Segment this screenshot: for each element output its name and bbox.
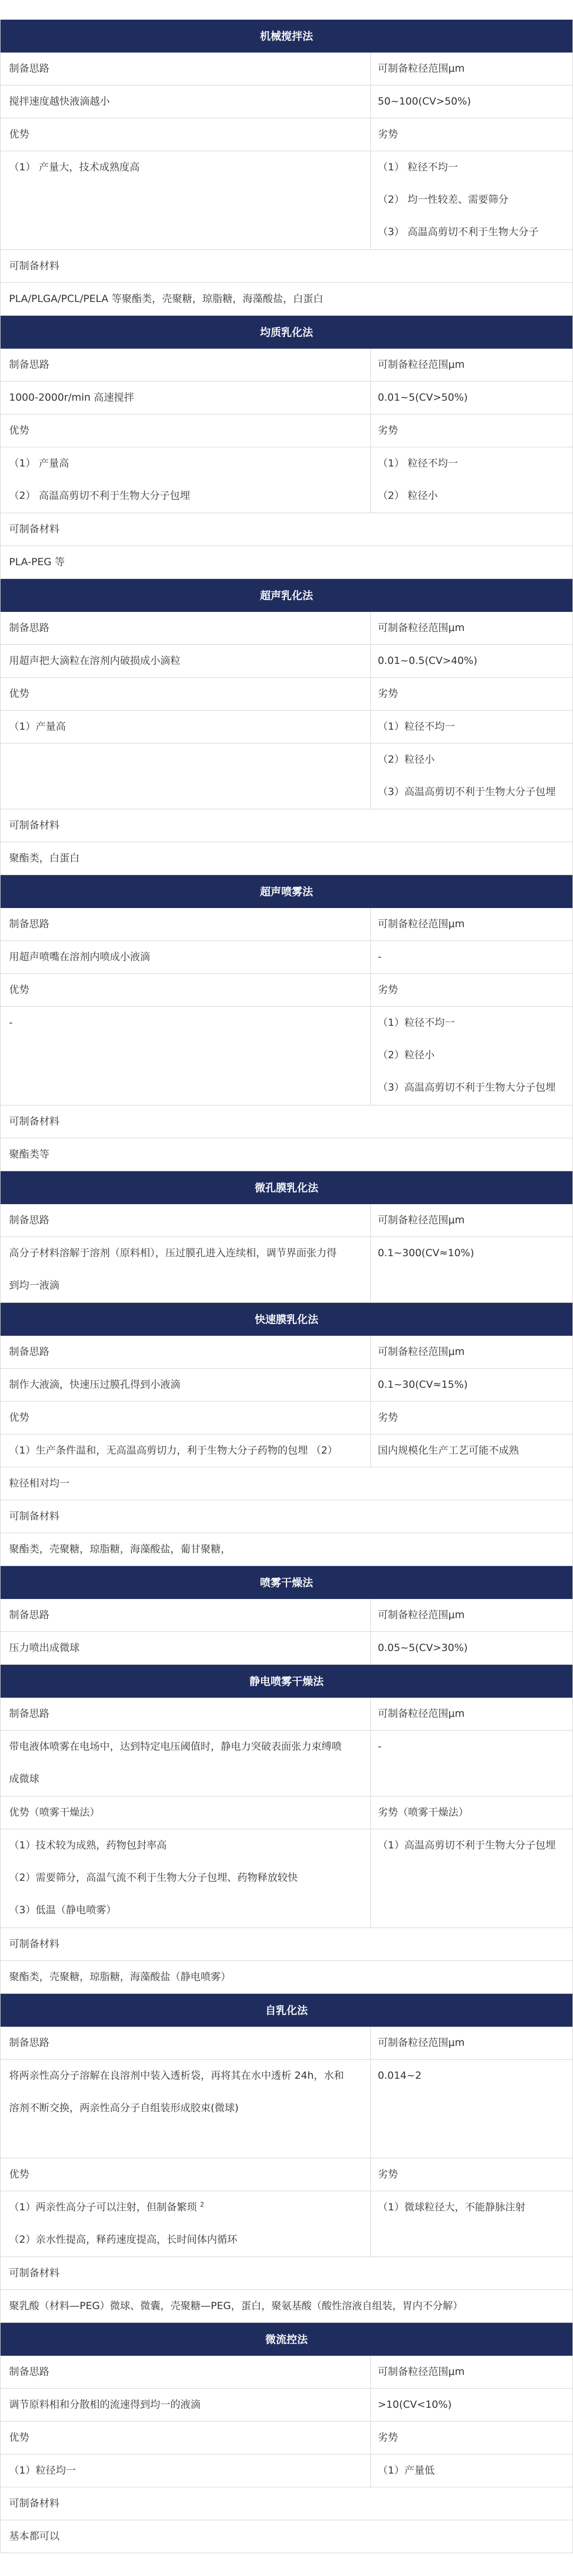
idea-line: 带电液体喷雾在电场中，达到特定电压阈值时，静电力突破表面张力束缚喷 — [9, 1741, 342, 1752]
idea-value: 调节原料相和分散相的流速得到均一的液滴 — [9, 2399, 201, 2410]
materials-row — [1, 1961, 572, 1994]
section-title: 快速膜乳化法 — [1, 1303, 572, 1336]
range-value — [370, 2060, 572, 2158]
idea-label: 制备思路 — [9, 359, 50, 370]
pros-item: （3）低温（静电喷雾） — [9, 1904, 117, 1916]
idea-label: 制备思路 — [9, 918, 50, 930]
idea-value: 1000-2000r/min 高速搅拌 — [9, 392, 134, 403]
idea-label: 制备思路 — [9, 1708, 50, 1719]
pros-cons-label-row — [1, 974, 572, 1007]
materials-value: 聚酯类，壳聚糖，琼脂糖，海藻酸盐，葡甘聚糖， — [9, 1543, 231, 1555]
idea-label: 制备思路 — [9, 63, 50, 74]
idea-line: 溶剂不断交换，两亲性高分子自组装形成胶束(微球) — [9, 2102, 239, 2114]
cons-list — [370, 447, 572, 513]
materials-label: 可制备材料 — [9, 819, 60, 831]
cons-item: （1） 粒径不均一 — [378, 161, 458, 173]
pros-cons-row — [1, 744, 572, 809]
cons-item: （1）粒径不均一 — [378, 1017, 455, 1028]
cons-list — [370, 2191, 572, 2257]
section-rapid-membrane-emulsion — [1, 1303, 572, 1566]
range-value: >10(CV<10%) — [370, 2389, 572, 2421]
pros-item: （1） 产量高 — [9, 457, 70, 469]
footnote-marker: 2 — [200, 2200, 204, 2208]
materials-label: 可制备材料 — [9, 1510, 60, 1522]
pros-list — [1, 447, 370, 513]
range-label: 可制备粒径范围μm — [370, 2356, 572, 2388]
cons-list — [370, 151, 572, 249]
cons-item: （2）粒径小 — [378, 1049, 435, 1061]
cons-item: （3）高温高剪切不利于生物大分子包埋 — [378, 786, 556, 798]
cons-item: （1）粒径不均一 — [378, 721, 455, 732]
idea-value: 用超声把大滴粒在溶剂内破损成小滴粒 — [9, 655, 181, 667]
value-row — [1, 941, 572, 974]
materials-label-row — [1, 1105, 572, 1138]
section-ultrasonic-emulsion — [1, 579, 572, 875]
label-row — [1, 908, 572, 941]
section-electrostatic-spray-drying — [1, 1665, 572, 1994]
materials-label: 可制备材料 — [9, 1116, 60, 1127]
pros-cons-label-row — [1, 2158, 572, 2191]
label-row — [1, 349, 572, 382]
label-row — [1, 1336, 572, 1369]
pros-cons-label-row — [1, 118, 572, 151]
pros-cons-label-row — [1, 678, 572, 711]
section-title: 均质乳化法 — [1, 316, 572, 349]
value-row — [1, 1369, 572, 1402]
cons-item: （1）微球粒径大，不能静脉注射 — [378, 2201, 526, 2213]
range-label: 可制备粒径范围μm — [370, 908, 572, 940]
pros-cons-row — [1, 151, 572, 250]
section-mechanical-stirring — [1, 20, 572, 316]
cons-item: （1）高温高剪切不利于生物大分子包埋 — [378, 1839, 556, 1851]
section-microfluidics — [1, 2323, 572, 2553]
idea-value — [1, 1237, 370, 1302]
section-title: 超声喷雾法 — [1, 875, 572, 908]
cons-label: 劣势 — [370, 974, 572, 1006]
pros-list — [1, 1007, 370, 1105]
pros-label: 优势 — [9, 688, 30, 699]
materials-label-row — [1, 250, 572, 283]
idea-label: 制备思路 — [9, 1214, 50, 1226]
materials-value: 聚酯类，白蛋白 — [9, 852, 80, 864]
label-row — [1, 2356, 572, 2389]
cons-item: （3） 高温高剪切不利于生物大分子 — [378, 226, 539, 238]
pros-label: 优势 — [9, 425, 30, 436]
pros-cons-row — [1, 2454, 572, 2487]
materials-row — [1, 2290, 572, 2323]
range-label: 可制备粒径范围μm — [370, 612, 572, 644]
range-value — [370, 1731, 572, 1796]
idea-line: 将两亲性高分子溶解在良溶剂中装入透析袋，再将其在水中透析 24h，水和 — [9, 2070, 344, 2081]
pros-label: 优势（喷雾干燥法） — [9, 1806, 100, 1818]
idea-line: 高分子材料溶解于溶剂（原料相），压过膜孔进入连续相，调节界面张力得 — [9, 1247, 337, 1259]
idea-line: 到均一液滴 — [9, 1280, 60, 1291]
cons-label: 劣势 — [370, 678, 572, 710]
pros-list — [1, 711, 370, 743]
idea-label: 制备思路 — [9, 622, 50, 634]
cons-item: 国内规模化生产工艺可能不成熟 — [370, 1434, 572, 1467]
materials-label: 可制备材料 — [9, 2267, 60, 2279]
value-row — [1, 645, 572, 678]
value-row — [1, 2060, 572, 2158]
range-line: 0.1~300(CV≈10%) — [378, 1247, 474, 1259]
materials-label-row — [1, 809, 572, 842]
section-homogenization-emulsion — [1, 316, 572, 579]
cons-label: 劣势 — [370, 2422, 572, 2454]
value-row — [1, 85, 572, 118]
range-label: 可制备粒径范围μm — [370, 1698, 572, 1730]
idea-label: 制备思路 — [9, 1346, 50, 1358]
label-row — [1, 612, 572, 645]
idea-value: 用超声喷嘴在溶剂内喷成小液滴 — [9, 951, 151, 963]
range-label: 可制备粒径范围μm — [370, 1599, 572, 1631]
cons-label: 劣势（喷雾干燥法） — [370, 1796, 572, 1829]
idea-value: 压力喷出成微球 — [9, 1642, 80, 1654]
section-title: 静电喷雾干燥法 — [1, 1665, 572, 1698]
label-row — [1, 2027, 572, 2060]
section-spray-drying — [1, 1566, 572, 1665]
range-line: - — [378, 1741, 381, 1752]
pros-label: 优势 — [9, 2432, 30, 2443]
cons-label: 劣势 — [370, 1402, 572, 1434]
range-label: 可制备粒径范围μm — [370, 349, 572, 381]
range-label: 可制备粒径范围μm — [370, 1336, 572, 1368]
pros-list — [1, 1829, 370, 1927]
cons-list — [370, 1829, 572, 1927]
method-comparison-table — [0, 20, 573, 2553]
pros-item: （1）生产条件温和，无高温高剪切力，利于生物大分子药物的包埋 （2） — [9, 1445, 338, 1456]
materials-value: 聚乳酸（材料—PEG）微球、微囊，壳聚糖—PEG，蛋白，聚氨基酸（酸性溶液自组装，胃内不分解） — [9, 2300, 463, 2312]
section-microporous-membrane-emulsion — [1, 1171, 572, 1303]
materials-row — [1, 2520, 572, 2553]
section-title: 机械搅拌法 — [1, 20, 572, 53]
value-row — [1, 1237, 572, 1303]
pros-label: 优势 — [9, 984, 30, 996]
idea-value — [1, 2060, 370, 2158]
materials-label-row — [1, 513, 572, 546]
range-label: 可制备粒径范围μm — [370, 2027, 572, 2059]
range-line: 0.014~2 — [378, 2070, 422, 2081]
value-row — [1, 2389, 572, 2422]
range-value: 0.01~5(CV>50%) — [370, 382, 572, 414]
pros-cons-row — [1, 447, 572, 513]
range-value: - — [370, 941, 572, 973]
range-label: 可制备粒径范围μm — [370, 1204, 572, 1237]
range-value: 0.05~5(CV>30%) — [370, 1632, 572, 1664]
label-row — [1, 1204, 572, 1237]
pros-item: （2） 高温高剪切不利于生物大分子包埋 — [9, 490, 190, 502]
label-row — [1, 1698, 572, 1731]
materials-label: 可制备材料 — [9, 523, 60, 535]
idea-label: 制备思路 — [9, 2366, 50, 2378]
section-self-emulsification — [1, 1994, 572, 2323]
idea-value — [1, 1731, 370, 1796]
materials-value: 聚酯类，壳聚糖，琼脂糖，海藻酸盐（静电喷雾） — [9, 1971, 231, 1983]
pros-item: （2）需要筛分，高温气流不利于生物大分子包埋、药物释放较快 — [9, 1872, 298, 1883]
cons-item: （2） 粒径小 — [378, 490, 438, 502]
cons-label: 劣势 — [370, 414, 572, 447]
section-ultrasonic-spray — [1, 875, 572, 1171]
cons-list — [370, 744, 572, 809]
pros-continuation-row — [1, 1467, 572, 1500]
pros-list — [1, 151, 370, 249]
pros-label: 优势 — [9, 1412, 30, 1423]
section-title: 微孔膜乳化法 — [1, 1171, 572, 1204]
materials-value: PLA-PEG 等 — [9, 556, 65, 568]
pros-item: （2）亲水性提高，释药速度提高，长时间体内循环 — [9, 2234, 238, 2245]
cons-item: （2）粒径小 — [378, 754, 435, 765]
label-row — [1, 53, 572, 85]
pros-cons-label-row — [1, 414, 572, 447]
pros-label: 优势 — [9, 2168, 30, 2180]
cons-item: （2） 均一性较差、需要筛分 — [378, 194, 509, 205]
pros-cons-label-row — [1, 1796, 572, 1829]
materials-label: 可制备材料 — [9, 1938, 60, 1950]
range-value — [370, 1237, 572, 1302]
idea-value: 搅拌速度越快液滴越小 — [9, 96, 110, 107]
cons-label: 劣势 — [370, 118, 572, 151]
materials-label-row — [1, 2257, 572, 2290]
materials-value: 基本都可以 — [9, 2530, 60, 2542]
idea-value: 制作大液滴，快速压过膜孔得到小液滴 — [9, 1379, 181, 1390]
pros-item: - — [9, 1017, 13, 1028]
pros-item: 粒径相对均一 — [9, 1477, 70, 1489]
materials-label-row — [1, 1928, 572, 1961]
pros-cons-label-row — [1, 2422, 572, 2454]
materials-row — [1, 842, 572, 875]
label-row — [1, 1599, 572, 1632]
pros-cons-row — [1, 1829, 572, 1928]
range-value: 0.01~0.5(CV>40%) — [370, 645, 572, 677]
pros-item — [9, 2191, 362, 2224]
section-title: 超声乳化法 — [1, 579, 572, 612]
materials-value: 聚酯类等 — [9, 1148, 50, 1160]
section-title: 自乳化法 — [1, 1994, 572, 2027]
pros-list — [1, 2191, 370, 2257]
cons-label: 劣势 — [370, 2158, 572, 2191]
range-label: 可制备粒径范围μm — [370, 53, 572, 85]
pros-cons-label-row — [1, 1402, 572, 1434]
cons-item: （3）高温高剪切不利于生物大分子包埋 — [378, 1082, 556, 1093]
materials-row — [1, 1138, 572, 1171]
section-title: 喷雾干燥法 — [1, 1566, 572, 1599]
materials-row — [1, 283, 572, 316]
materials-row — [1, 1533, 572, 1566]
pros-item: （1）技术较为成熟，药物包封率高 — [9, 1839, 167, 1851]
empty-cell — [1, 744, 370, 809]
range-value: 50~100(CV>50%) — [370, 85, 572, 118]
pros-cons-row — [1, 1434, 572, 1467]
pros-cons-row — [1, 711, 572, 744]
materials-label: 可制备材料 — [9, 2497, 60, 2509]
materials-label-row — [1, 2487, 572, 2520]
idea-line: 成微球 — [9, 1773, 40, 1785]
cons-list — [370, 711, 572, 743]
value-row — [1, 382, 572, 414]
materials-row — [1, 546, 572, 579]
materials-label: 可制备材料 — [9, 260, 60, 272]
pros-cons-row — [1, 1007, 572, 1105]
value-row — [1, 1632, 572, 1665]
pros-cons-row — [1, 2191, 572, 2257]
pros-label: 优势 — [9, 128, 30, 140]
materials-value: PLA/PLGA/PCL/PELA 等聚酯类，壳聚糖，琼脂糖，海藻酸盐，白蛋白 — [9, 293, 324, 305]
materials-label-row — [1, 1500, 572, 1533]
pros-item: （1）粒径均一 — [9, 2465, 76, 2476]
pros-item-text: （1）两亲性高分子可以注射，但制备繁琐 — [9, 2201, 197, 2213]
value-row — [1, 1731, 572, 1796]
cons-item: （1）产量低 — [370, 2454, 572, 2487]
cons-list — [370, 1007, 572, 1105]
idea-label: 制备思路 — [9, 2037, 50, 2048]
cons-item: （1） 粒径不均一 — [378, 457, 458, 469]
pros-item: （1）产量高 — [9, 721, 66, 732]
section-title: 微流控法 — [1, 2323, 572, 2356]
pros-item: （1） 产量大，技术成熟度高 — [9, 161, 140, 173]
idea-label: 制备思路 — [9, 1609, 50, 1621]
range-value: 0.1~30(CV≈15%) — [370, 1369, 572, 1401]
